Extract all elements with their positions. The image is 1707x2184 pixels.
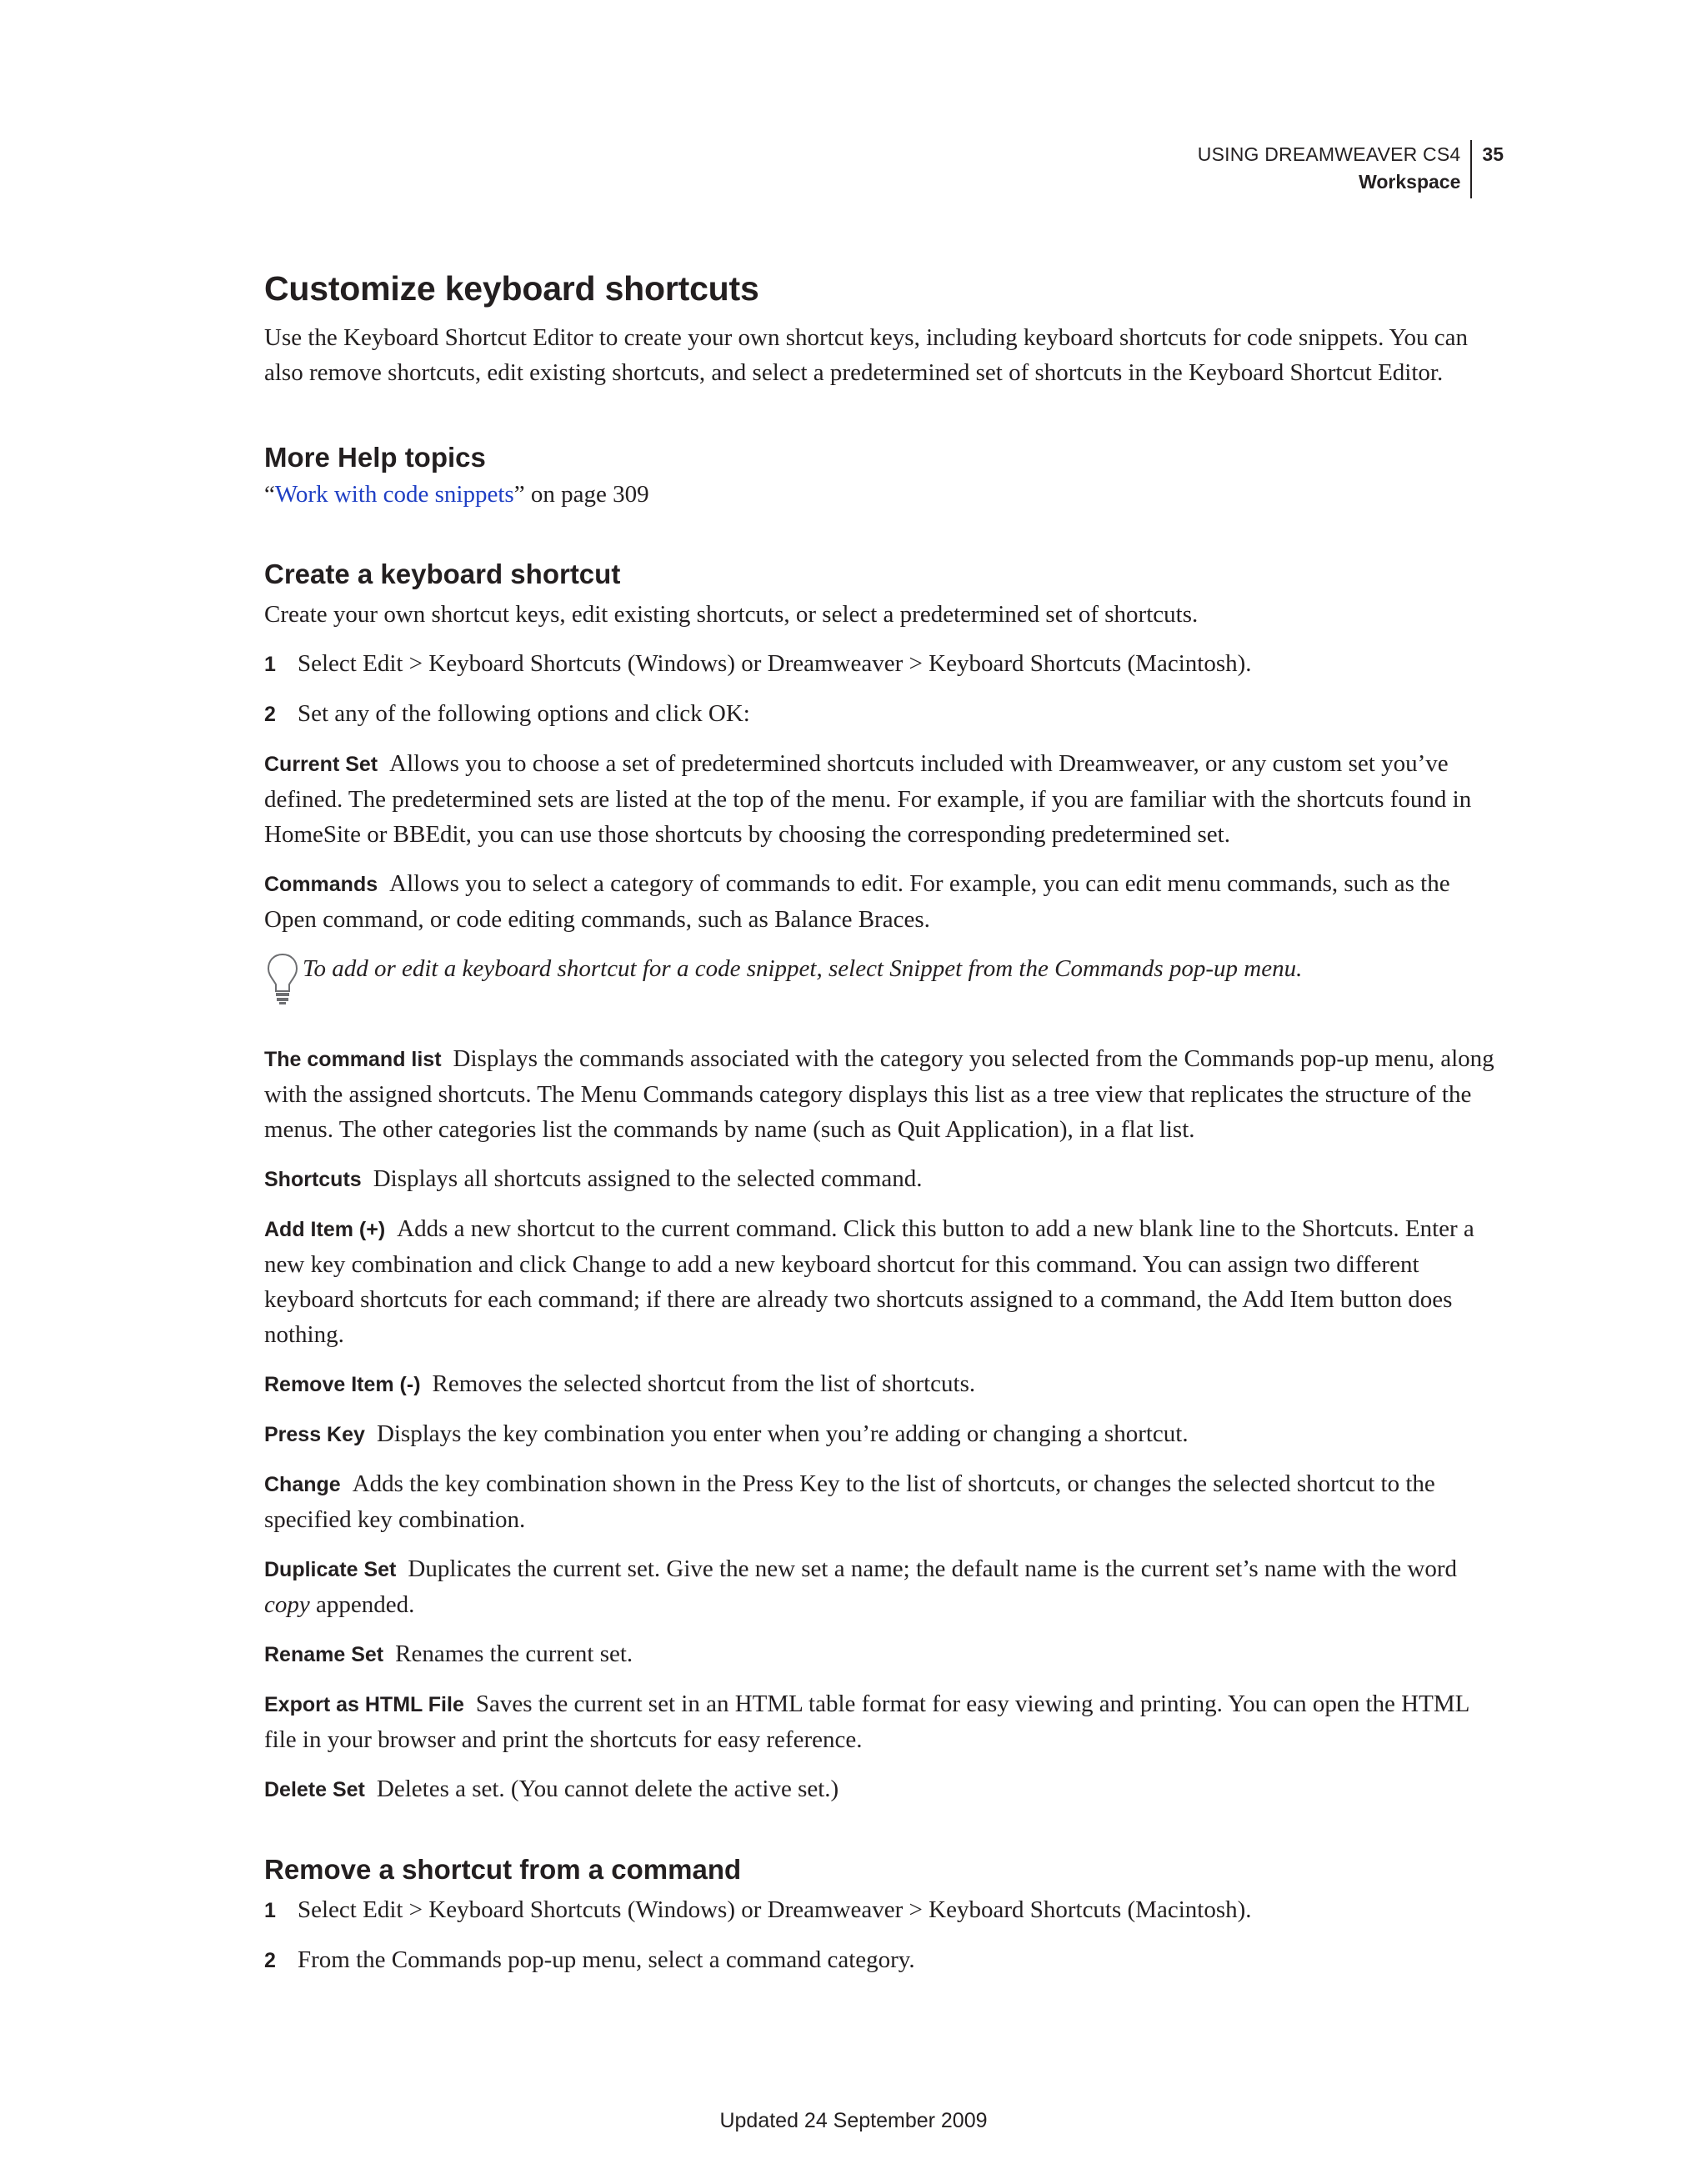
option-term: The command list bbox=[264, 1048, 442, 1071]
option-term: Rename Set bbox=[264, 1643, 384, 1666]
page-footer: Updated 24 September 2009 bbox=[719, 2109, 988, 2132]
option-desc: Renames the current set. bbox=[395, 1641, 633, 1667]
link-suffix: ” on page 309 bbox=[513, 481, 649, 508]
step-item bbox=[264, 646, 1504, 682]
option-add-item bbox=[264, 1211, 1504, 1352]
option-term: Duplicate Set bbox=[264, 1558, 397, 1581]
option-duplicate-set bbox=[264, 1551, 1504, 1622]
step-item bbox=[264, 696, 1504, 732]
option-desc-italic: copy bbox=[264, 1591, 310, 1618]
option-shortcuts bbox=[264, 1161, 1504, 1197]
more-help-heading: More Help topics bbox=[264, 442, 486, 473]
step-item bbox=[264, 1942, 1504, 1978]
option-term: Commands bbox=[264, 873, 378, 896]
option-term: Current Set bbox=[264, 753, 378, 776]
lightbulb-icon bbox=[264, 951, 301, 1006]
option-term: Change bbox=[264, 1473, 341, 1496]
tip-text: To add or edit a keyboard shortcut for a code snippet, select Snippet from the Commands pop-up menu. bbox=[303, 955, 1303, 982]
step-number: 2 bbox=[264, 1949, 276, 1972]
intro-paragraph: Use the Keyboard Shortcut Editor to create your own shortcut keys, including keyboard shortcuts for code snippets. You can also remove shortcuts, edit existing shortcuts, and select a predetermined set of shortcuts in the Keyboard Shortcut Editor. bbox=[264, 324, 1469, 386]
option-delete-set bbox=[264, 1771, 1504, 1807]
open-quote: “ bbox=[264, 481, 275, 508]
more-help-topic bbox=[264, 477, 1504, 512]
option-desc-tail: appended. bbox=[309, 1591, 415, 1618]
step-text: Set any of the following options and click OK: bbox=[298, 700, 750, 727]
tip-callout bbox=[264, 951, 1504, 1006]
option-desc: Adds the key combination shown in the Press Key to the list of shortcuts, or changes the selected shortcut to the specified key combination. bbox=[264, 1470, 1435, 1533]
step-number: 1 bbox=[264, 653, 276, 676]
option-remove-item bbox=[264, 1366, 1504, 1402]
code-snippets-link[interactable]: Work with code snippets bbox=[274, 481, 514, 508]
option-desc: Displays the commands associated with the category you selected from the Commands pop-up menu, along with the assigned shortcuts. The Menu Commands category displays this list as a tree view that replicates the structure of the menus. The other categories list the commands by name (such as Quit Application), in a flat list. bbox=[264, 1045, 1494, 1143]
option-rename-set bbox=[264, 1636, 1504, 1672]
section-name: Workspace bbox=[1359, 171, 1461, 193]
option-term: Shortcuts bbox=[264, 1168, 362, 1191]
option-desc: Saves the current set in an HTML table format for easy viewing and printing. You can open the HTML file in your browser and print the shortcuts for easy reference. bbox=[264, 1691, 1469, 1753]
page-number: 35 bbox=[1482, 143, 1504, 165]
option-desc: Duplicates the current set. Give the new set a name; the default name is the current set’s name with the word bbox=[408, 1555, 1458, 1582]
option-term: Export as HTML File bbox=[264, 1693, 464, 1716]
main-heading: Customize keyboard shortcuts bbox=[264, 269, 759, 308]
option-desc: Displays the key combination you enter when you’re adding or changing a shortcut. bbox=[376, 1420, 1189, 1447]
option-export-html bbox=[264, 1686, 1504, 1757]
header-text bbox=[1198, 140, 1473, 198]
option-desc: Allows you to select a category of commands to edit. For example, you can edit menu commands, such as the Open command, or code editing commands, such as Balance Braces. bbox=[264, 870, 1450, 933]
option-desc: Removes the selected shortcut from the list of shortcuts. bbox=[432, 1370, 976, 1397]
page-content bbox=[264, 265, 1504, 1992]
option-desc: Adds a new shortcut to the current command. Click this button to add a new blank line to the Shortcuts. Enter a new key combination and click Change to add a new keyboard shortcut for this command. You can assign two different keyboard shortcuts for each command; if there are already two shortcuts assigned to a command, the Add Item button does nothing. bbox=[264, 1215, 1474, 1348]
option-desc: Deletes a set. (You cannot delete the active set.) bbox=[376, 1776, 839, 1802]
option-current-set bbox=[264, 746, 1504, 852]
option-desc: Displays all shortcuts assigned to the selected command. bbox=[373, 1165, 923, 1192]
step-item bbox=[264, 1892, 1504, 1928]
step-text: Select Edit > Keyboard Shortcuts (Windows) or Dreamweaver > Keyboard Shortcuts (Macintosh). bbox=[298, 1896, 1252, 1923]
option-term: Remove Item (-) bbox=[264, 1373, 421, 1396]
running-header bbox=[1198, 140, 1504, 198]
option-commands bbox=[264, 866, 1504, 937]
option-term: Delete Set bbox=[264, 1778, 365, 1801]
option-desc: Allows you to choose a set of predetermined shortcuts included with Dreamweaver, or any custom set you’ve defined. The predetermined sets are listed at the top of the menu. For example, if you are familiar with the shortcuts found in HomeSite or BBEdit, you can use those shortcuts by choosing the corresponding predetermined set. bbox=[264, 750, 1472, 848]
option-press-key bbox=[264, 1416, 1504, 1452]
doc-title: USING DREAMWEAVER CS4 bbox=[1197, 143, 1461, 165]
create-shortcut-heading: Create a keyboard shortcut bbox=[264, 559, 621, 589]
option-term: Press Key bbox=[264, 1423, 365, 1446]
remove-shortcut-heading: Remove a shortcut from a command bbox=[264, 1854, 742, 1885]
step-text: From the Commands pop-up menu, select a command category. bbox=[298, 1946, 915, 1973]
create-intro: Create your own shortcut keys, edit existing shortcuts, or select a predetermined set of shortcuts. bbox=[264, 601, 1199, 628]
step-number: 1 bbox=[264, 1899, 276, 1922]
option-command-list bbox=[264, 1041, 1504, 1147]
option-change bbox=[264, 1466, 1504, 1537]
step-text: Select Edit > Keyboard Shortcuts (Windows) or Dreamweaver > Keyboard Shortcuts (Macintosh). bbox=[298, 650, 1252, 677]
step-number: 2 bbox=[264, 703, 276, 726]
option-term: Add Item (+) bbox=[264, 1218, 386, 1241]
